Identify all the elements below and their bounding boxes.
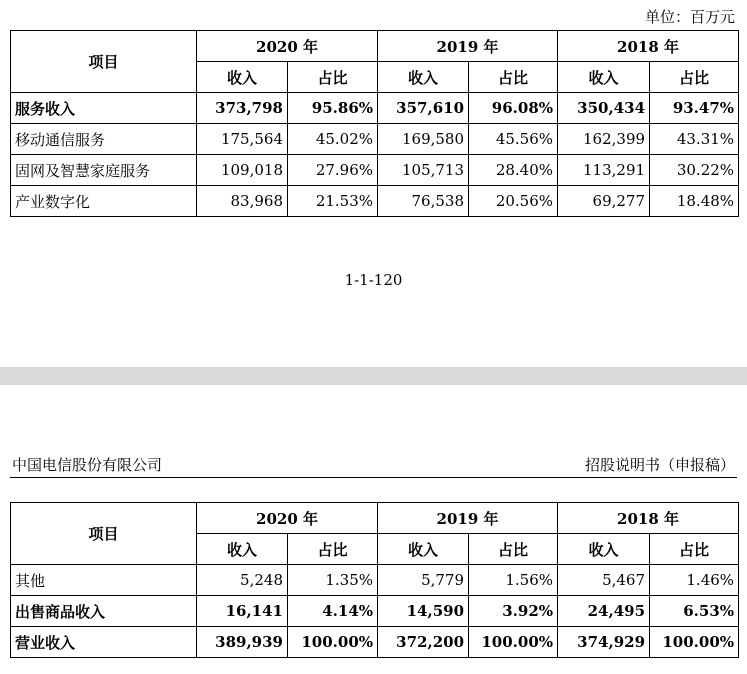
revenue-cell: 5,248 bbox=[197, 565, 288, 596]
revenue-cell: 16,141 bbox=[197, 596, 288, 627]
table-row bbox=[11, 124, 739, 155]
revenue-cell: 113,291 bbox=[558, 155, 650, 186]
share-header: 占比 bbox=[288, 62, 378, 93]
share-cell: 21.53% bbox=[288, 186, 378, 217]
revenue-cell: 109,018 bbox=[197, 155, 288, 186]
revenue-table-top bbox=[10, 30, 739, 217]
page-number: 1-1-120 bbox=[344, 271, 403, 289]
share-header: 占比 bbox=[650, 62, 739, 93]
revenue-cell: 372,200 bbox=[378, 627, 469, 658]
revenue-header: 收入 bbox=[197, 534, 288, 565]
share-cell: 1.56% bbox=[469, 565, 558, 596]
revenue-cell: 14,590 bbox=[378, 596, 469, 627]
revenue-cell: 350,434 bbox=[558, 93, 650, 124]
share-header: 占比 bbox=[469, 534, 558, 565]
revenue-table-bottom bbox=[10, 502, 739, 658]
revenue-cell: 169,580 bbox=[378, 124, 469, 155]
share-cell: 27.96% bbox=[288, 155, 378, 186]
revenue-header: 收入 bbox=[558, 534, 650, 565]
row-label: 其他 bbox=[11, 565, 197, 596]
share-cell: 28.40% bbox=[469, 155, 558, 186]
share-header: 占比 bbox=[650, 534, 739, 565]
table-row bbox=[11, 155, 739, 186]
year-header: 2020 年 bbox=[197, 503, 378, 534]
revenue-cell: 24,495 bbox=[558, 596, 650, 627]
share-cell: 100.00% bbox=[469, 627, 558, 658]
share-cell: 93.47% bbox=[650, 93, 739, 124]
item-header: 项目 bbox=[11, 503, 197, 565]
year-header: 2019 年 bbox=[378, 503, 558, 534]
row-label: 移动通信服务 bbox=[11, 124, 197, 155]
share-cell: 95.86% bbox=[288, 93, 378, 124]
revenue-cell: 5,467 bbox=[558, 565, 650, 596]
table-row bbox=[11, 186, 739, 217]
document-title-header: 招股说明书（申报稿） bbox=[584, 456, 735, 474]
revenue-cell: 105,713 bbox=[378, 155, 469, 186]
revenue-cell: 162,399 bbox=[558, 124, 650, 155]
revenue-header: 收入 bbox=[558, 62, 650, 93]
share-cell: 30.22% bbox=[650, 155, 739, 186]
share-cell: 96.08% bbox=[469, 93, 558, 124]
company-header: 中国电信股份有限公司 bbox=[12, 456, 163, 474]
row-label: 固网及智慧家庭服务 bbox=[11, 155, 197, 186]
revenue-cell: 69,277 bbox=[558, 186, 650, 217]
share-cell: 45.02% bbox=[288, 124, 378, 155]
row-label: 服务收入 bbox=[11, 93, 197, 124]
row-label: 营业收入 bbox=[11, 627, 197, 658]
share-cell: 6.53% bbox=[650, 596, 739, 627]
revenue-header: 收入 bbox=[197, 62, 288, 93]
revenue-cell: 5,779 bbox=[378, 565, 469, 596]
share-cell: 18.48% bbox=[650, 186, 739, 217]
share-cell: 45.56% bbox=[469, 124, 558, 155]
share-cell: 100.00% bbox=[650, 627, 739, 658]
row-label: 产业数字化 bbox=[11, 186, 197, 217]
share-header: 占比 bbox=[469, 62, 558, 93]
revenue-cell: 389,939 bbox=[197, 627, 288, 658]
share-cell: 20.56% bbox=[469, 186, 558, 217]
share-cell: 43.31% bbox=[650, 124, 739, 155]
year-header: 2020 年 bbox=[197, 31, 378, 62]
table-row bbox=[11, 93, 739, 124]
revenue-cell: 83,968 bbox=[197, 186, 288, 217]
share-cell: 4.14% bbox=[288, 596, 378, 627]
year-header: 2018 年 bbox=[558, 31, 739, 62]
revenue-cell: 76,538 bbox=[378, 186, 469, 217]
revenue-cell: 357,610 bbox=[378, 93, 469, 124]
share-cell: 3.92% bbox=[469, 596, 558, 627]
page-two bbox=[0, 385, 747, 674]
item-header: 项目 bbox=[11, 31, 197, 93]
revenue-cell: 175,564 bbox=[197, 124, 288, 155]
revenue-cell: 373,798 bbox=[197, 93, 288, 124]
revenue-header: 收入 bbox=[378, 62, 469, 93]
revenue-cell: 374,929 bbox=[558, 627, 650, 658]
unit-label: 单位：百万元 bbox=[644, 8, 735, 26]
table-row bbox=[11, 596, 739, 627]
share-cell: 1.35% bbox=[288, 565, 378, 596]
share-cell: 100.00% bbox=[288, 627, 378, 658]
page-separator bbox=[0, 367, 747, 385]
table-row bbox=[11, 627, 739, 658]
revenue-header: 收入 bbox=[378, 534, 469, 565]
table-row bbox=[11, 565, 739, 596]
row-label: 出售商品收入 bbox=[11, 596, 197, 627]
share-cell: 1.46% bbox=[650, 565, 739, 596]
year-header: 2018 年 bbox=[558, 503, 739, 534]
year-header: 2019 年 bbox=[378, 31, 558, 62]
header-divider bbox=[10, 477, 737, 478]
share-header: 占比 bbox=[288, 534, 378, 565]
